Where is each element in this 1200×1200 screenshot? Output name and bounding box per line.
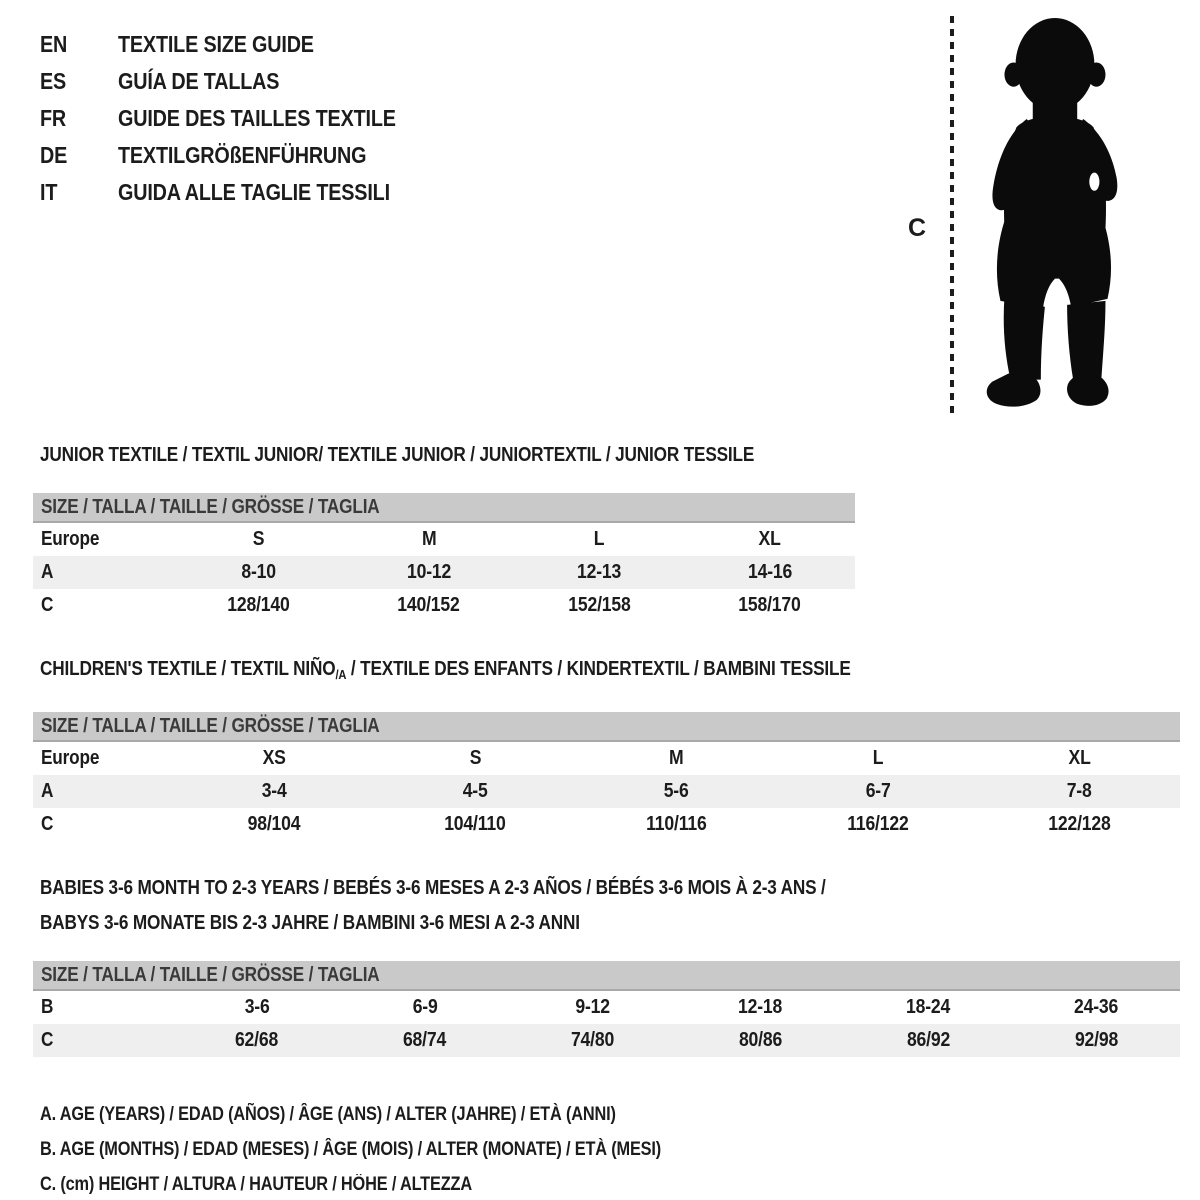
size-value-text: 9-12 <box>575 996 610 1018</box>
size-value <box>374 775 575 808</box>
size-section-children <box>33 652 1200 841</box>
legend-line <box>40 1097 1200 1132</box>
language-code: EN <box>40 31 68 57</box>
height-dotted-line <box>950 16 954 414</box>
row-label-text: C <box>41 813 54 835</box>
legend-line <box>40 1132 1200 1167</box>
size-value <box>576 742 777 775</box>
size-value <box>374 742 575 775</box>
heading-segment: BABIES 3-6 MONTH TO 2-3 YEARS / BEBÉS 3-6 MESES A 2-3 AÑOS / BÉBÉS 3-6 MOIS À 2-3 ANS / <box>40 877 826 899</box>
legend-line-text: A. AGE (YEARS) / EDAD (AÑOS) / ÂGE (ANS) / ALTER (JAHRE) / ETÀ (ANNI) <box>40 1104 616 1125</box>
table-row <box>33 991 1180 1024</box>
table-row <box>33 775 1180 808</box>
size-value-text: XL <box>758 528 781 550</box>
size-value-text: S <box>252 528 265 550</box>
header-area <box>0 0 1200 430</box>
heading-segment: CHILDREN'S TEXTILE / TEXTIL NIÑO <box>40 658 336 680</box>
size-value-text: 10-12 <box>406 561 451 583</box>
size-value-text: 6-9 <box>412 996 438 1018</box>
size-value-text: 6-7 <box>865 780 891 802</box>
size-value <box>173 742 374 775</box>
size-value <box>344 556 515 589</box>
size-value-text: M <box>421 528 436 550</box>
language-row <box>40 63 441 100</box>
row-label <box>33 991 173 1024</box>
size-value-text: 86/92 <box>906 1029 950 1051</box>
row-label <box>33 742 173 775</box>
legend-line <box>40 1167 1200 1200</box>
section-heading <box>40 871 1200 941</box>
heading-segment: /A <box>335 667 347 682</box>
row-label <box>33 523 173 556</box>
size-value-text: 24-36 <box>1073 996 1119 1018</box>
size-value-text: 7-8 <box>1066 780 1092 802</box>
size-value <box>676 1024 844 1057</box>
size-value-text: 152/158 <box>568 594 631 616</box>
size-value-text: XS <box>262 747 286 769</box>
size-value <box>979 808 1180 841</box>
section-heading-line <box>40 652 1200 692</box>
size-value-text: L <box>593 528 605 550</box>
row-label-text: C <box>41 594 54 616</box>
row-label-text: Europe <box>41 747 100 769</box>
language-title: GUIDA ALLE TAGLIE TESSILI <box>118 179 390 205</box>
legend <box>40 1097 1200 1200</box>
size-value <box>173 589 344 622</box>
size-value-text: 8-10 <box>240 561 276 583</box>
size-value <box>777 808 978 841</box>
table-size-header-text: SIZE / TALLA / TAILLE / GRÖSSE / TAGLIA <box>41 496 380 518</box>
size-value <box>374 808 575 841</box>
row-label <box>33 1024 173 1057</box>
sections <box>33 438 1200 1057</box>
size-value-text: 68/74 <box>403 1029 447 1051</box>
row-label <box>33 808 173 841</box>
language-row <box>40 137 441 174</box>
size-value <box>344 589 515 622</box>
size-section-babies <box>33 871 1200 1057</box>
language-title-list <box>40 26 441 211</box>
section-heading-line <box>40 906 1200 941</box>
size-value <box>844 991 1012 1024</box>
size-value <box>685 523 856 556</box>
size-value <box>509 991 677 1024</box>
size-value <box>173 991 341 1024</box>
row-label-text: B <box>41 996 54 1018</box>
section-heading <box>40 652 1200 692</box>
size-table <box>33 523 855 622</box>
size-value <box>514 523 685 556</box>
size-value-text: 116/122 <box>847 813 909 835</box>
size-value-text: L <box>872 747 884 769</box>
size-value <box>173 1024 341 1057</box>
size-value-text: 110/116 <box>646 813 707 835</box>
table-size-header <box>33 493 855 523</box>
size-value <box>676 991 844 1024</box>
size-value-text: 5-6 <box>664 780 689 802</box>
size-value-text: 140/152 <box>397 594 460 616</box>
size-value <box>341 991 509 1024</box>
size-value-text: 158/170 <box>738 594 801 616</box>
size-value-text: 18-24 <box>906 996 951 1018</box>
language-code: IT <box>40 179 58 205</box>
size-value <box>1012 991 1180 1024</box>
size-table <box>33 991 1180 1057</box>
language-code: FR <box>40 105 67 131</box>
table-size-header-text: SIZE / TALLA / TAILLE / GRÖSSE / TAGLIA <box>41 715 380 737</box>
heading-text <box>40 652 851 692</box>
row-label-text: A <box>41 561 54 583</box>
size-value-text: 128/140 <box>227 594 290 616</box>
size-value-text: 74/80 <box>570 1029 615 1051</box>
heading-text <box>40 871 826 906</box>
size-value <box>173 808 374 841</box>
size-value-text: M <box>669 747 684 769</box>
size-table <box>33 742 1180 841</box>
table-row <box>33 808 1180 841</box>
table-size-header-text: SIZE / TALLA / TAILLE / GRÖSSE / TAGLIA <box>41 964 380 986</box>
size-value <box>1012 1024 1180 1057</box>
language-title: TEXTILGRÖßENFÜHRUNG <box>118 142 367 168</box>
language-row <box>40 100 441 137</box>
table-size-header <box>33 712 1180 742</box>
size-value-text: 3-6 <box>244 996 270 1018</box>
heading-text <box>40 438 754 473</box>
size-value <box>514 589 685 622</box>
size-value <box>979 775 1180 808</box>
language-title: GUÍA DE TALLAS <box>118 68 280 94</box>
size-value-text: 4-5 <box>462 780 488 802</box>
table-row <box>33 742 1180 775</box>
size-value <box>173 523 344 556</box>
legend-line-text: C. (cm) HEIGHT / ALTURA / HAUTEUR / HÖHE / ALTEZZA <box>40 1174 472 1195</box>
heading-segment: JUNIOR TEXTILE / TEXTIL JUNIOR/ TEXTILE JUNIOR / JUNIORTEXTIL / JUNIOR TESSILE <box>40 444 755 466</box>
size-value-text: 12-18 <box>738 996 783 1018</box>
size-value-text: 62/68 <box>235 1029 279 1051</box>
size-value <box>844 1024 1012 1057</box>
height-figure <box>900 14 1160 418</box>
size-value-text: 3-4 <box>261 780 287 802</box>
language-title: GUIDE DES TAILLES TEXTILE <box>118 105 396 131</box>
size-value-text: 14-16 <box>747 561 792 583</box>
section-heading-line <box>40 871 1200 906</box>
row-label-text: C <box>41 1029 54 1051</box>
height-measure-label: C <box>908 214 927 242</box>
toddler-silhouette <box>966 14 1148 418</box>
heading-segment: / TEXTILE DES ENFANTS / KINDERTEXTIL / BAMBINI TESSILE <box>346 658 851 680</box>
size-value <box>576 808 777 841</box>
size-value <box>509 1024 677 1057</box>
size-section-junior <box>33 438 1200 622</box>
language-title: TEXTILE SIZE GUIDE <box>118 31 314 57</box>
size-value-text: 122/128 <box>1048 813 1111 835</box>
size-value-text: 80/86 <box>738 1029 782 1051</box>
size-value <box>173 775 374 808</box>
language-row <box>40 26 441 63</box>
section-heading-line <box>40 438 1200 473</box>
language-code: DE <box>40 142 68 168</box>
language-row <box>40 174 441 211</box>
size-value-text: XL <box>1068 747 1091 769</box>
row-label-text: Europe <box>41 528 100 550</box>
table-row <box>33 556 855 589</box>
table-size-header <box>33 961 1180 991</box>
size-value-text: S <box>469 747 481 769</box>
size-value <box>777 742 978 775</box>
table-row <box>33 1024 1180 1057</box>
size-value <box>341 1024 509 1057</box>
size-value <box>685 556 856 589</box>
size-value <box>173 556 344 589</box>
row-label <box>33 775 173 808</box>
size-value <box>514 556 685 589</box>
language-code: ES <box>40 68 67 94</box>
row-label-text: A <box>41 780 54 802</box>
size-value-text: 92/98 <box>1074 1029 1118 1051</box>
size-value <box>576 775 777 808</box>
size-value <box>777 775 978 808</box>
legend-line-text: B. AGE (MONTHS) / EDAD (MESES) / ÂGE (MOIS) / ALTER (MONATE) / ETÀ (MESI) <box>40 1139 662 1160</box>
size-value-text: 104/110 <box>444 813 506 835</box>
row-label <box>33 556 173 589</box>
section-heading <box>40 438 1200 473</box>
heading-segment: BABYS 3-6 MONATE BIS 2-3 JAHRE / BAMBINI 3-6 MESI A 2-3 ANNI <box>40 912 580 934</box>
size-value-text: 12-13 <box>577 561 622 583</box>
size-value <box>344 523 515 556</box>
table-row <box>33 523 855 556</box>
row-label <box>33 589 173 622</box>
heading-text <box>40 906 580 941</box>
table-row <box>33 589 855 622</box>
size-value-text: 98/104 <box>247 813 301 835</box>
size-value <box>979 742 1180 775</box>
size-value <box>685 589 856 622</box>
